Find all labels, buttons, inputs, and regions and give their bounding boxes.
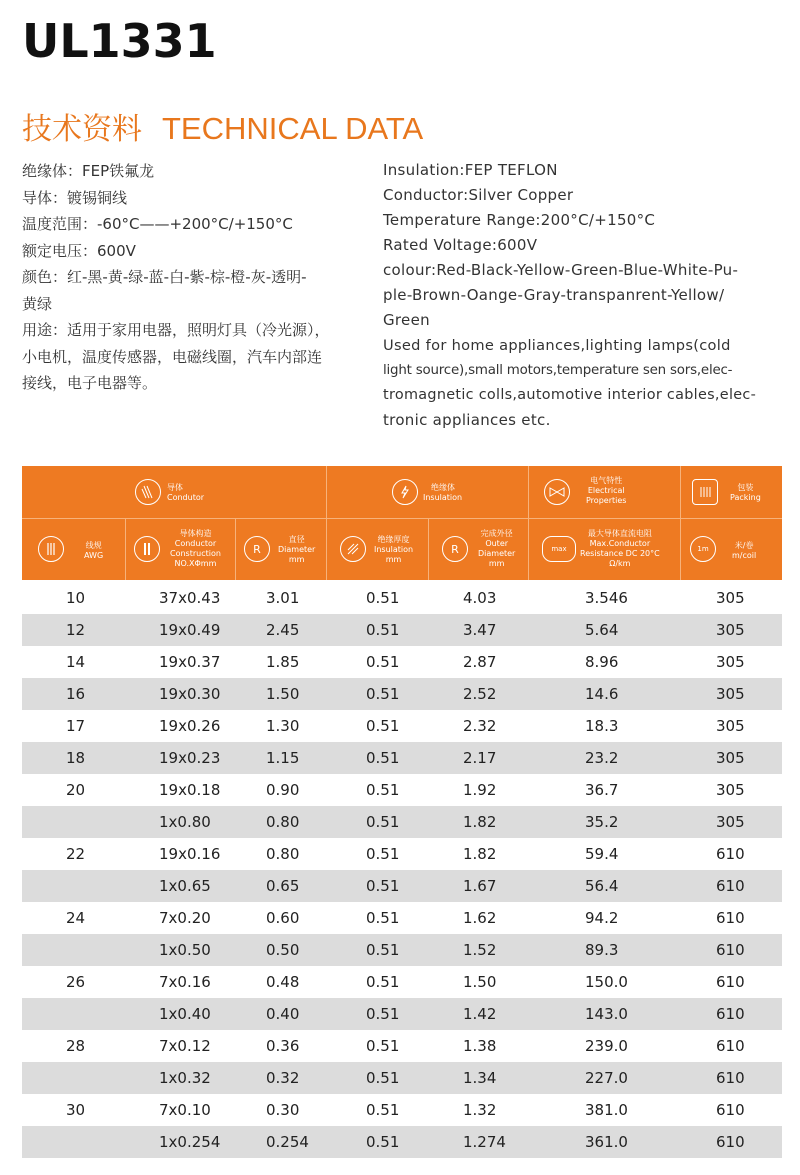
spec-line: colour:Red-Black-Yellow-Green-Blue-White-Pu- (383, 261, 739, 279)
resistance-cell: 36.7 (585, 781, 619, 799)
diameter-cell: 0.80 (266, 813, 300, 831)
resistance-cell: 23.2 (585, 749, 619, 767)
insulation-cell: 0.51 (366, 973, 400, 991)
spec-line: tromagnetic colls,automotive interior cables,elec- (383, 387, 757, 403)
resistance-cell: 227.0 (585, 1069, 628, 1087)
diameter-label (278, 535, 315, 565)
label-en: NO.XΦmm (174, 559, 217, 568)
outer-diameter-r-icon (442, 536, 468, 562)
insulation-cell: 0.51 (366, 717, 400, 735)
label-en: Construction (170, 549, 221, 558)
icon-letter: max (551, 545, 567, 553)
spec-line: 颜色：红-黑-黄-绿-蓝-白-紫-棕-橙-灰-透明- (22, 268, 307, 286)
packing-group-label (730, 483, 761, 503)
coil-cell: 610 (716, 973, 745, 991)
label-en: Condutor (167, 493, 205, 502)
table-row (22, 1094, 782, 1126)
construction-cell: 37x0.43 (159, 589, 221, 607)
spec-line: 用途：适用于家用电器，照明灯具（冷光源）， (22, 321, 330, 339)
table-row (22, 582, 782, 614)
insulation-cell: 0.51 (366, 1005, 400, 1023)
resistance-cell: 18.3 (585, 717, 619, 735)
outer-diameter-cell: 1.34 (463, 1069, 497, 1087)
outer-diameter-cell: 3.47 (463, 621, 497, 639)
awg-wire-icon (38, 536, 64, 562)
spec-line: tronic appliances etc. (383, 411, 551, 429)
diameter-cell: 1.30 (266, 717, 300, 735)
insulation-cell: 0.51 (366, 685, 400, 703)
table-row (22, 678, 782, 710)
label-en: Resistance DC 20°C (580, 549, 660, 558)
insulation-cell: 0.51 (366, 653, 400, 671)
table-row (22, 614, 782, 646)
label-cn: 电气特性 (590, 476, 623, 485)
coil-cell: 305 (716, 717, 745, 735)
header-divider (680, 466, 681, 580)
resistance-cell: 5.64 (585, 621, 619, 639)
awg-cell: 28 (66, 1037, 86, 1055)
spec-line: Green (383, 311, 430, 329)
label-en: Packing (730, 493, 761, 502)
coil-cell: 305 (716, 589, 745, 607)
section-heading (22, 104, 423, 148)
table-row (22, 902, 782, 934)
page-title: UL1331 (22, 14, 217, 68)
awg-cell: 17 (66, 717, 86, 735)
coil-cell: 610 (716, 1069, 745, 1087)
awg-cell: 14 (66, 653, 86, 671)
table-row (22, 870, 782, 902)
awg-cell: 24 (66, 909, 86, 927)
diameter-cell: 0.65 (266, 877, 300, 895)
coil-spool-icon (692, 479, 718, 505)
spec-list-cn (22, 158, 352, 397)
construction-cell: 19x0.18 (159, 781, 221, 799)
spec-line: Rated Voltage:600V (383, 236, 538, 254)
table-row (22, 838, 782, 870)
table-row (22, 934, 782, 966)
diameter-cell: 3.01 (266, 589, 300, 607)
coil-label (732, 541, 756, 561)
insulation-cell: 0.51 (366, 1133, 400, 1151)
diameter-cell: 1.85 (266, 653, 300, 671)
coil-cell: 610 (716, 941, 745, 959)
diameter-cell: 0.60 (266, 909, 300, 927)
table-row (22, 1062, 782, 1094)
outer-diameter-cell: 1.82 (463, 845, 497, 863)
construction-cell: 19x0.49 (159, 621, 221, 639)
construction-cell: 1x0.40 (159, 1005, 211, 1023)
construction-label (170, 529, 221, 569)
label-en: Max.Conductor (589, 539, 651, 548)
resistance-cell: 239.0 (585, 1037, 628, 1055)
outer-diameter-cell: 1.274 (463, 1133, 506, 1151)
label-cn: 最大导体直流电阻 (587, 529, 652, 538)
icon-letter: 1m (697, 545, 709, 553)
diameter-r-icon (244, 536, 270, 562)
construction-cell: 19x0.16 (159, 845, 221, 863)
spec-line: 温度范围：-60°C——+200°C/+150°C (22, 215, 293, 233)
coil-cell: 305 (716, 653, 745, 671)
diameter-cell: 0.36 (266, 1037, 300, 1055)
outer-diameter-cell: 2.32 (463, 717, 497, 735)
label-en: mm (385, 555, 402, 564)
table-row (22, 966, 782, 998)
label-en: Conductor (174, 539, 217, 548)
wire-strand-icon (135, 479, 161, 505)
outer-diameter-label (478, 529, 515, 569)
outer-diameter-cell: 1.92 (463, 781, 497, 799)
label-en: mm (288, 555, 305, 564)
construction-cell: 1x0.80 (159, 813, 211, 831)
diameter-cell: 1.15 (266, 749, 300, 767)
diameter-cell: 0.30 (266, 1101, 300, 1119)
table-row (22, 1126, 782, 1158)
construction-cell: 1x0.254 (159, 1133, 221, 1151)
icon-letter: R (253, 542, 261, 556)
meter-icon (690, 536, 716, 562)
spec-line: 黄绿 (22, 294, 53, 313)
section-heading-cn: 技术资料 (22, 112, 142, 147)
insulation-thickness-icon (340, 536, 366, 562)
table-row (22, 1030, 782, 1062)
construction-cell: 19x0.30 (159, 685, 221, 703)
label-en: Diameter (278, 545, 316, 554)
coil-cell: 305 (716, 813, 745, 831)
insulation-cell: 0.51 (366, 1037, 400, 1055)
label-en: Electrical (587, 486, 625, 495)
diameter-cell: 0.50 (266, 941, 300, 959)
header-divider (235, 518, 236, 580)
diameter-cell: 0.40 (266, 1005, 300, 1023)
diameter-cell: 0.32 (266, 1069, 300, 1087)
insulation-cell: 0.51 (366, 1101, 400, 1119)
coil-cell: 610 (716, 1037, 745, 1055)
insulation-cell: 0.51 (366, 781, 400, 799)
resistance-cell: 14.6 (585, 685, 619, 703)
insulation-group-label (423, 483, 462, 503)
table-row (22, 774, 782, 806)
coil-cell: 610 (716, 1005, 745, 1023)
header-divider (22, 518, 782, 519)
awg-cell: 18 (66, 749, 86, 767)
construction-cell: 19x0.23 (159, 749, 221, 767)
label-cn: 绝缘厚度 (377, 535, 410, 544)
outer-diameter-cell: 1.82 (463, 813, 497, 831)
resistance-cell: 150.0 (585, 973, 628, 991)
outer-diameter-cell: 1.50 (463, 973, 497, 991)
outer-diameter-cell: 1.52 (463, 941, 497, 959)
table-row (22, 806, 782, 838)
spec-line: 小电机，温度传感器，电磁线圈，汽车内部连 (22, 347, 323, 366)
label-cn: 绝缘体 (431, 483, 455, 492)
diameter-cell: 0.254 (266, 1133, 309, 1151)
spec-list-en (383, 158, 779, 433)
construction-cell: 7x0.12 (159, 1037, 211, 1055)
awg-cell: 30 (66, 1101, 86, 1119)
header-divider (125, 518, 126, 580)
insulation-spark-icon (392, 479, 418, 505)
header-divider (528, 466, 529, 580)
coil-cell: 305 (716, 621, 745, 639)
label-cn: 包装 (737, 483, 754, 492)
label-en: Insulation (423, 493, 463, 502)
outer-diameter-cell: 1.62 (463, 909, 497, 927)
spec-line: Insulation:FEP TEFLON (383, 161, 558, 179)
insulation-cell: 0.51 (366, 909, 400, 927)
label-cn: 米/卷 (734, 541, 754, 550)
label-cn: 导体 (167, 483, 183, 492)
conductor-group-label (167, 483, 204, 503)
spec-line: Temperature Range:200°C/+150°C (383, 211, 656, 229)
label-cn: 完成外径 (480, 529, 513, 538)
insulation-cell: 0.51 (366, 813, 400, 831)
resistance-cell: 56.4 (585, 877, 619, 895)
insulation-cell: 0.51 (366, 621, 400, 639)
table-row (22, 998, 782, 1030)
label-en: Insulation (374, 545, 414, 554)
construction-cell: 1x0.32 (159, 1069, 211, 1087)
insulation-cell: 0.51 (366, 589, 400, 607)
outer-diameter-cell: 1.32 (463, 1101, 497, 1119)
header-divider (326, 466, 327, 580)
awg-cell: 26 (66, 973, 86, 991)
outer-diameter-cell: 2.87 (463, 653, 497, 671)
outer-diameter-cell: 4.03 (463, 589, 497, 607)
resistance-cell: 94.2 (585, 909, 619, 927)
outer-diameter-cell: 1.42 (463, 1005, 497, 1023)
insulation-cell: 0.51 (366, 941, 400, 959)
spec-line: 额定电压：600V (22, 241, 136, 260)
insulation-cell: 0.51 (366, 749, 400, 767)
label-en: Diameter (478, 549, 516, 558)
coil-cell: 610 (716, 1101, 745, 1119)
insulation-thickness-label (374, 535, 413, 565)
diameter-cell: 1.50 (266, 685, 300, 703)
insulation-cell: 0.51 (366, 1069, 400, 1087)
table-header (22, 466, 782, 580)
construction-cell: 7x0.10 (159, 1101, 211, 1119)
construction-cell: 1x0.50 (159, 941, 211, 959)
resistance-cell: 89.3 (585, 941, 619, 959)
outer-diameter-cell: 2.17 (463, 749, 497, 767)
coil-cell: 610 (716, 1133, 745, 1151)
coil-cell: 610 (716, 909, 745, 927)
coil-cell: 610 (716, 877, 745, 895)
label-en: Properties (586, 496, 627, 505)
spec-line: ple-Brown-Oange-Gray-transpanrent-Yellow/ (383, 286, 725, 304)
resistance-cell: 143.0 (585, 1005, 628, 1023)
table-row (22, 646, 782, 678)
section-heading-en: TECHNICAL DATA (162, 111, 424, 146)
construction-cell: 7x0.16 (159, 973, 211, 991)
resistance-cell: 8.96 (585, 653, 619, 671)
label-en: m/coil (732, 551, 757, 560)
construction-cell: 7x0.20 (159, 909, 211, 927)
diameter-cell: 2.45 (266, 621, 300, 639)
construction-cell: 1x0.65 (159, 877, 211, 895)
label-en: mm (488, 559, 505, 568)
spec-line: light source),small motors,temperature sen sors,elec- (383, 363, 733, 378)
awg-cell: 20 (66, 781, 86, 799)
insulation-cell: 0.51 (366, 845, 400, 863)
awg-cell: 10 (66, 589, 86, 607)
table-row (22, 742, 782, 774)
label-cn: 线规 (85, 541, 102, 550)
coil-cell: 305 (716, 749, 745, 767)
coil-cell: 305 (716, 685, 745, 703)
awg-cell: 12 (66, 621, 86, 639)
electrical-icon (544, 479, 570, 505)
max-resistance-icon (542, 536, 576, 562)
coil-cell: 305 (716, 781, 745, 799)
spec-line: Used for home appliances,lighting lamps(cold (383, 337, 731, 354)
insulation-cell: 0.51 (366, 877, 400, 895)
icon-letter: R (451, 542, 459, 556)
construction-cell: 19x0.37 (159, 653, 221, 671)
resistance-label (580, 529, 660, 569)
label-cn: 导体构造 (179, 529, 212, 538)
awg-label (84, 541, 103, 561)
spec-line: 导体：镀锡铜线 (22, 188, 128, 207)
resistance-cell: 361.0 (585, 1133, 628, 1151)
label-cn: 直径 (288, 535, 305, 544)
label-en: Outer (485, 539, 509, 548)
resistance-cell: 35.2 (585, 813, 619, 831)
diameter-cell: 0.90 (266, 781, 300, 799)
resistance-cell: 381.0 (585, 1101, 628, 1119)
diameter-cell: 0.80 (266, 845, 300, 863)
spec-line: Conductor:Silver Copper (383, 186, 574, 204)
spec-line: 接线，电子电器等。 (22, 374, 158, 392)
label-en: AWG (84, 551, 104, 560)
label-en: Ω/km (609, 559, 631, 568)
construction-icon (134, 536, 160, 562)
table-row (22, 710, 782, 742)
coil-cell: 610 (716, 845, 745, 863)
resistance-cell: 3.546 (585, 589, 628, 607)
awg-cell: 22 (66, 845, 86, 863)
outer-diameter-cell: 1.67 (463, 877, 497, 895)
awg-cell: 16 (66, 685, 86, 703)
resistance-cell: 59.4 (585, 845, 619, 863)
construction-cell: 19x0.26 (159, 717, 221, 735)
electrical-group-label (586, 476, 626, 506)
data-table-body (22, 582, 782, 1158)
outer-diameter-cell: 1.38 (463, 1037, 497, 1055)
diameter-cell: 0.48 (266, 973, 300, 991)
spec-line: 绝缘体：FEP铁氟龙 (22, 162, 155, 180)
header-divider (428, 518, 429, 580)
outer-diameter-cell: 2.52 (463, 685, 497, 703)
